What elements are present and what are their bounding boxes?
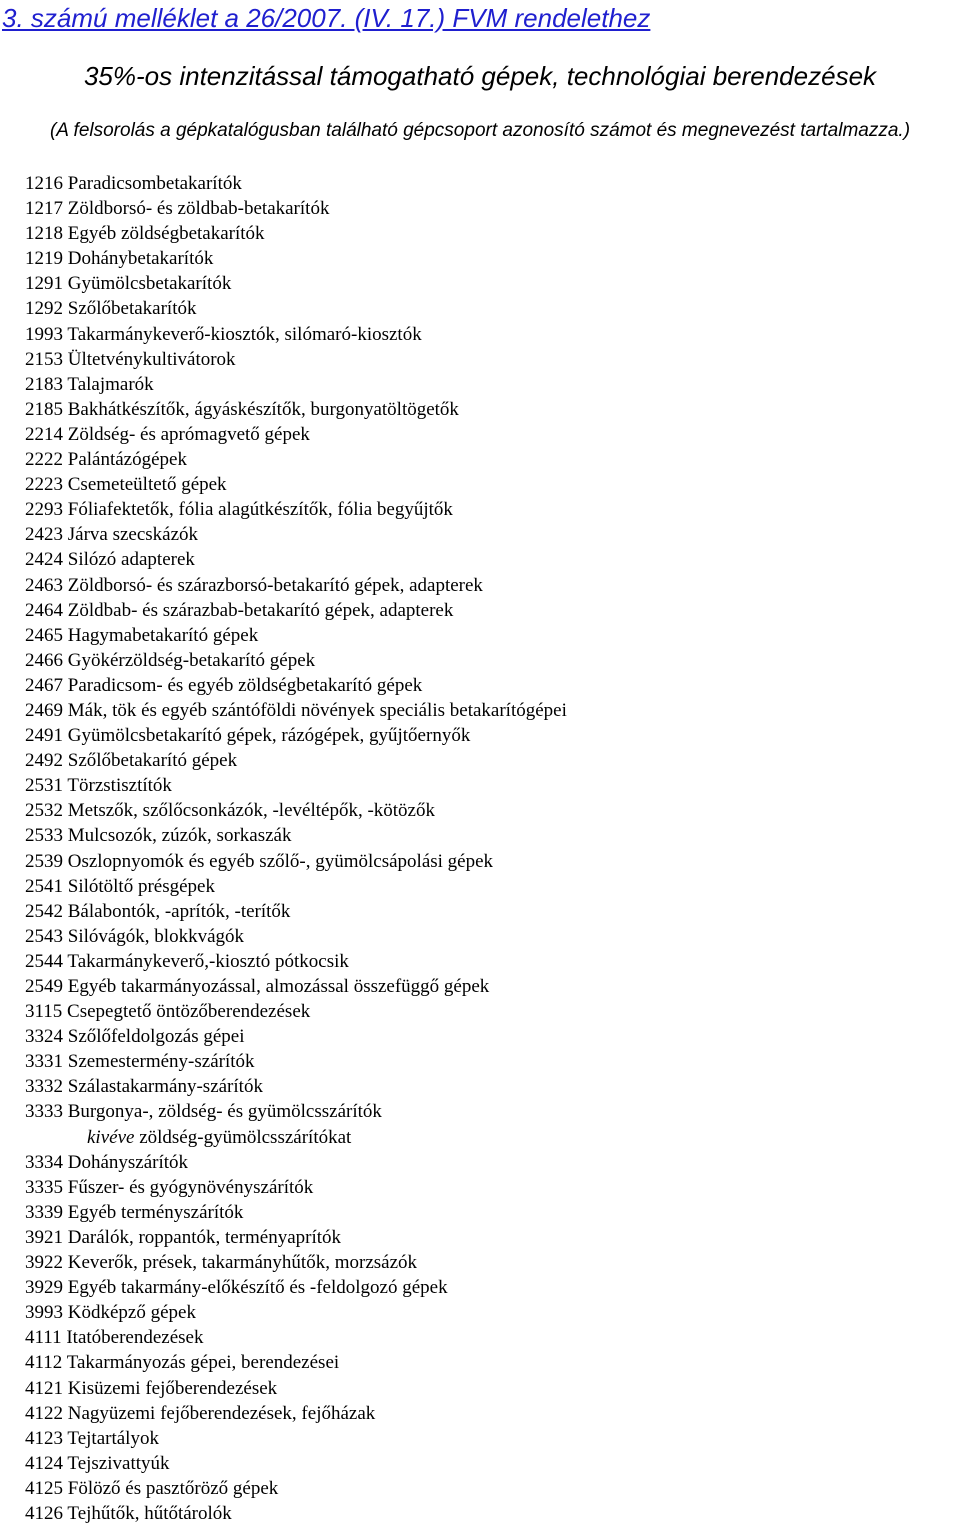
group-code: 1993	[25, 323, 63, 345]
list-item	[25, 447, 567, 472]
list-item	[25, 673, 567, 698]
group-name: Itatóberendezések	[66, 1327, 204, 1349]
exception-note	[25, 1125, 567, 1150]
group-code: 4122	[25, 1402, 63, 1424]
list-item	[25, 246, 567, 271]
list-item	[25, 1376, 567, 1401]
group-name: Ködképző gépek	[67, 1302, 196, 1324]
list-item	[25, 1501, 567, 1526]
group-code: 2549	[25, 976, 63, 997]
group-name: Talajmarók	[67, 373, 154, 395]
group-name: Paradicsom- és egyéb zöldségbetakarító gépek	[67, 674, 423, 696]
list-item	[25, 322, 567, 347]
group-code: 3333	[25, 1101, 63, 1123]
group-name: Silózó adapterek	[67, 549, 195, 571]
group-name: Szőlőbetakarítók	[67, 298, 197, 320]
group-name: Egyéb terményszárítók	[67, 1201, 244, 1223]
group-name: Burgonya-, zöldség- és gyümölcsszárítók	[67, 1101, 382, 1123]
group-name: Keverők, prések, takarmányhűtők, morzsázók	[67, 1252, 418, 1274]
group-name: Egyéb takarmányozással, almozással összefüggő gépek	[67, 976, 490, 997]
group-name: Hagymabetakarító gépek	[67, 624, 259, 646]
group-name: Fölöző és pasztőröző gépek	[67, 1477, 279, 1499]
list-item	[25, 347, 567, 372]
group-code: 3334	[25, 1151, 63, 1173]
group-code: 4112	[25, 1352, 63, 1374]
group-name: Zöldborsó- és szárazborsó-betakarító gépek, adapterek	[67, 574, 483, 596]
list-item	[25, 1275, 567, 1300]
group-code: 3335	[25, 1176, 63, 1198]
group-name: Zöldség- és aprómagvető gépek	[67, 423, 310, 445]
group-code: 2214	[25, 423, 63, 445]
list-item	[25, 522, 567, 547]
group-code: 4126	[25, 1502, 63, 1524]
group-code: 2533	[25, 825, 63, 847]
group-name: Csemeteültető gépek	[67, 474, 227, 496]
group-name: Dohányszárítók	[67, 1151, 189, 1173]
list-item	[25, 723, 567, 748]
list-item	[25, 1426, 567, 1451]
group-code: 2531	[25, 775, 63, 797]
list-item	[25, 1250, 567, 1275]
page-title: 35%-os intenzitással támogatható gépek, technológiai berendezések	[83, 61, 877, 91]
list-item	[25, 497, 567, 522]
list-item	[25, 573, 567, 598]
group-code: 2223	[25, 474, 63, 496]
group-code: 1291	[25, 273, 63, 295]
group-name: Csepegtető öntözőberendezések	[67, 1001, 311, 1023]
list-item	[25, 1401, 567, 1426]
list-item	[25, 372, 567, 397]
list-item	[25, 271, 567, 296]
group-code: 2541	[25, 875, 63, 897]
group-code: 2532	[25, 800, 63, 822]
list-item	[25, 974, 567, 999]
group-name: Zöldborsó- és zöldbab-betakarítók	[67, 198, 330, 220]
group-code: 2183	[25, 373, 63, 395]
list-item	[25, 1350, 567, 1375]
list-item	[25, 1099, 567, 1124]
group-code: 4124	[25, 1452, 63, 1474]
group-name: Metszők, szőlőcsonkázók, -levéltépők, -kötözők	[67, 800, 435, 822]
group-code: 2492	[25, 750, 63, 772]
machine-group-list	[25, 171, 567, 1526]
group-code: 3993	[25, 1302, 63, 1324]
list-item	[25, 1300, 567, 1325]
list-item	[25, 1074, 567, 1099]
group-name: Tejtartályok	[67, 1427, 159, 1449]
group-name: Nagyüzemi fejőberendezések, fejőházak	[67, 1402, 376, 1424]
group-code: 3921	[25, 1226, 63, 1248]
exception-text: zöldség-gyümölcsszárítókat	[134, 1126, 352, 1148]
group-code: 2466	[25, 649, 63, 671]
group-name: Törzstisztítók	[67, 775, 172, 797]
group-name: Takarmánykeverő-kiosztók, silómaró-kiosztók	[67, 323, 422, 345]
group-name: Silótöltő présgépek	[67, 875, 215, 897]
group-name: Tejszivattyúk	[67, 1452, 170, 1474]
group-code: 3324	[25, 1026, 63, 1048]
group-code: 3339	[25, 1201, 63, 1223]
group-name: Egyéb takarmány-előkészítő és -feldolgozó gépek	[67, 1277, 448, 1299]
group-code: 2424	[25, 549, 63, 571]
group-code: 2544	[25, 950, 63, 972]
exception-keyword: kivéve	[87, 1126, 135, 1148]
group-name: Egyéb zöldségbetakarítók	[67, 223, 265, 245]
list-item	[25, 1024, 567, 1049]
list-item	[25, 397, 567, 422]
group-name: Oszlopnyomók és egyéb szőlő-, gyümölcsápolási gépek	[67, 850, 494, 872]
group-code: 3929	[25, 1277, 63, 1299]
group-name: Bakhátkészítők, ágyáskészítők, burgonyatöltögetők	[67, 398, 459, 420]
group-name: Mulcsozók, zúzók, sorkaszák	[67, 825, 292, 847]
list-item	[25, 1049, 567, 1074]
group-name: Kisüzemi fejőberendezések	[67, 1377, 278, 1399]
group-code: 2543	[25, 925, 63, 947]
list-item	[25, 1150, 567, 1175]
group-name: Takarmányozás gépei, berendezései	[66, 1352, 340, 1374]
group-name: Fűszer- és gyógynövényszárítók	[67, 1176, 314, 1198]
group-code: 1219	[25, 248, 63, 270]
group-code: 1292	[25, 298, 63, 320]
list-item	[25, 1476, 567, 1501]
group-name: Dohánybetakarítók	[67, 248, 214, 270]
list-item	[25, 547, 567, 572]
list-item	[25, 1325, 567, 1350]
list-item	[25, 849, 567, 874]
list-item	[25, 899, 567, 924]
group-code: 4125	[25, 1477, 63, 1499]
group-name: Szálastakarmány-szárítók	[67, 1076, 263, 1098]
group-name: Fóliafektetők, fólia alagútkészítők, fólia begyűjtők	[67, 499, 453, 521]
group-code: 3922	[25, 1252, 63, 1274]
group-code: 2463	[25, 574, 63, 596]
group-name: Mák, tök és egyéb szántóföldi növények speciális betakarítógépei	[67, 699, 567, 721]
list-item	[25, 1451, 567, 1476]
list-item	[25, 798, 567, 823]
group-code: 2539	[25, 850, 63, 872]
group-code: 2491	[25, 725, 63, 747]
list-item	[25, 748, 567, 773]
list-item	[25, 949, 567, 974]
list-item	[25, 221, 567, 246]
group-name: Takarmánykeverő,-kiosztó pótkocsik	[67, 950, 349, 972]
group-code: 3115	[25, 1001, 63, 1023]
group-name: Palántázógépek	[67, 449, 187, 471]
group-code: 2153	[25, 348, 63, 370]
group-name: Gyökérzöldség-betakarító gépek	[67, 649, 316, 671]
group-name: Paradicsombetakarítók	[67, 173, 242, 194]
list-item	[25, 472, 567, 497]
group-name: Gyümölcsbetakarítók	[67, 273, 232, 295]
list-item	[25, 422, 567, 447]
list-item	[25, 1175, 567, 1200]
group-code: 1216	[25, 173, 63, 194]
group-code: 2464	[25, 599, 63, 621]
list-item	[25, 598, 567, 623]
list-item	[25, 823, 567, 848]
group-code: 2467	[25, 674, 63, 696]
list-item	[25, 296, 567, 321]
group-code: 4123	[25, 1427, 63, 1449]
group-code: 2423	[25, 524, 63, 546]
group-name: Járva szecskázók	[67, 524, 199, 546]
list-item	[25, 698, 567, 723]
group-code: 2469	[25, 699, 63, 721]
group-code: 2293	[25, 499, 63, 521]
regulation-link[interactable]: 3. számú melléklet a 26/2007. (IV. 17.) FVM rendelethez	[2, 3, 651, 33]
list-item	[25, 623, 567, 648]
group-name: Zöldbab- és szárazbab-betakarító gépek, adapterek	[67, 599, 454, 621]
group-code: 4121	[25, 1377, 63, 1399]
group-name: Tejhűtők, hűtőtárolók	[67, 1502, 232, 1524]
group-name: Silóvágók, blokkvágók	[67, 925, 245, 947]
list-item	[25, 648, 567, 673]
group-name: Bálabontók, -aprítók, -terítők	[67, 900, 291, 922]
group-code: 2542	[25, 900, 63, 922]
group-name: Szőlőbetakarító gépek	[67, 750, 238, 772]
group-code: 1217	[25, 198, 63, 220]
group-code: 2465	[25, 624, 63, 646]
list-item	[25, 1225, 567, 1250]
group-code: 2185	[25, 398, 63, 420]
list-item	[25, 196, 567, 221]
page-subtitle: (A felsorolás a gépkatalógusban található gépcsoport azonosító számot és megnevezést tartalmazza.)	[49, 120, 911, 141]
group-name: Szőlőfeldolgozás gépei	[67, 1026, 245, 1048]
group-name: Szemestermény-szárítók	[67, 1051, 255, 1073]
group-code: 2222	[25, 449, 63, 471]
group-code: 4111	[25, 1327, 62, 1349]
list-item	[25, 171, 567, 196]
group-name: Gyümölcsbetakarító gépek, rázógépek, gyűjtőernyők	[67, 725, 471, 747]
group-code: 3331	[25, 1051, 63, 1073]
group-code: 3332	[25, 1076, 63, 1098]
group-name: Darálók, roppantók, terményaprítók	[67, 1226, 342, 1248]
list-item	[25, 773, 567, 798]
list-item	[25, 874, 567, 899]
group-code: 1218	[25, 223, 63, 245]
list-item	[25, 999, 567, 1024]
list-item	[25, 924, 567, 949]
group-name: Ültetvénykultivátorok	[67, 348, 236, 370]
list-item	[25, 1200, 567, 1225]
